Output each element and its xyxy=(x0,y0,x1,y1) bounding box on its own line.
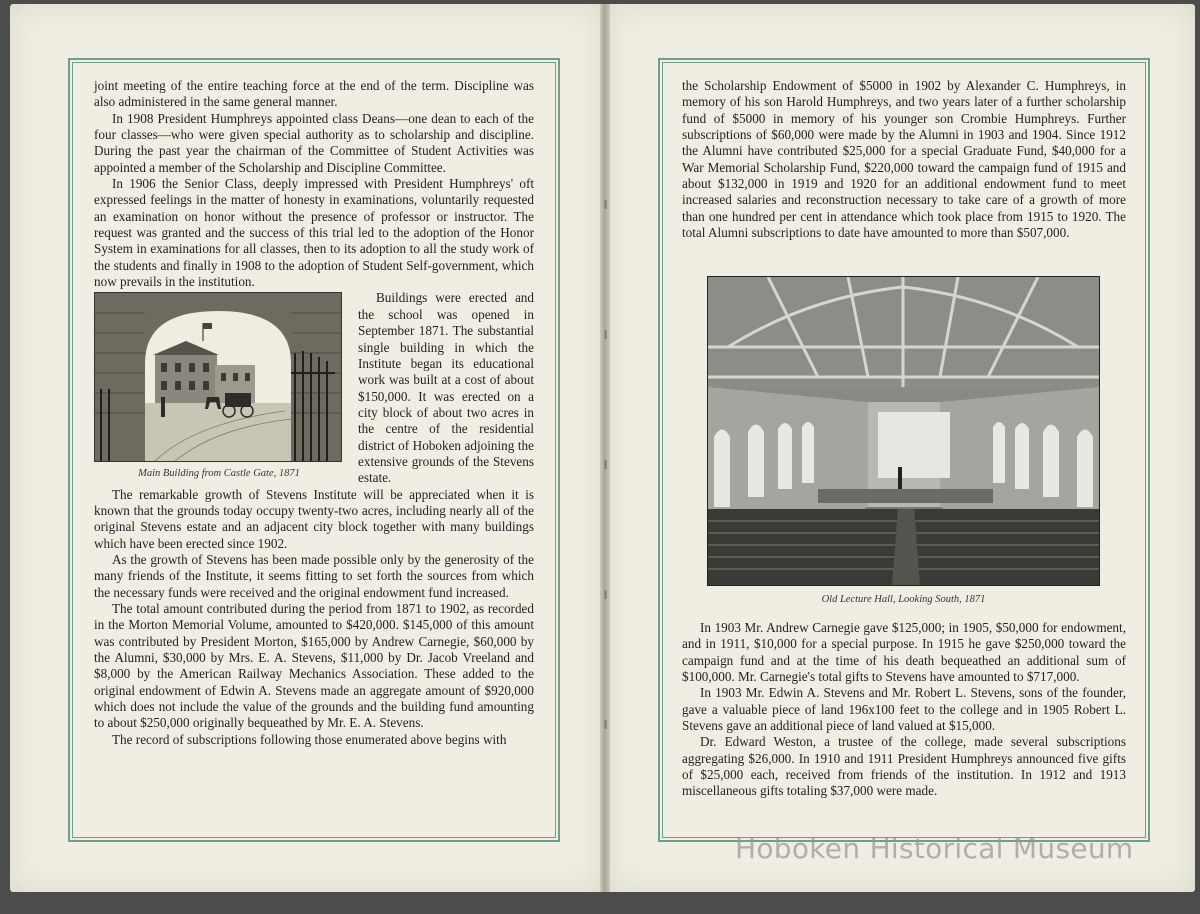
photo-caption: Old Lecture Hall, Looking South, 1871 xyxy=(821,594,986,605)
binding-stitch xyxy=(604,200,607,209)
book-gutter xyxy=(600,4,610,892)
binding-stitch xyxy=(604,720,607,729)
paragraph: In 1906 the Senior Class, deeply impressed with President Humphreys' oft expressed feelings in the matter of honesty in examinations, voluntarily requested an examination on honor without the presence of professor or instructor. The request was granted and the success of this trial led to the adoption of the Honor System in examinations for all classes, then to its adoption to all the study work of the students and finally in 1908 to the adoption of Student Self-government, which now prevails in the institution. xyxy=(94,176,534,290)
paragraph: Dr. Edward Weston, a trustee of the college, made several subscriptions aggregating $26,000. In 1910 and 1911 President Humphreys announced five gifts of $25,000 each, received from friends of the institution. In 1912 and 1913 miscellaneous gifts totaling $37,000 were made. xyxy=(682,734,1126,799)
castle-gate-figure xyxy=(94,292,344,481)
right-page-text-top xyxy=(682,78,1126,241)
left-page-text xyxy=(94,78,534,748)
binding-stitch xyxy=(604,590,607,599)
lecture-hall-figure xyxy=(707,276,1100,605)
lecture-hall-photo xyxy=(707,276,1100,586)
paragraph: joint meeting of the entire teaching force at the end of the term. Discipline was also administered in the same general manner. xyxy=(94,78,534,110)
paragraph: In 1908 President Humphreys appointed class Deans—one dean to each of the four classes—who were given special authority as to scholarship and discipline. During the past year the chairman of the Committee of Student Activities was appointed a member of the Scholarship and Discipline Committee. xyxy=(94,110,534,175)
right-page-text-bottom xyxy=(682,620,1126,800)
figure-caption: Main Building from Castle Gate, 1871 xyxy=(138,468,300,480)
paragraph: The record of subscriptions following those enumerated above begins with xyxy=(112,731,507,747)
paragraph: In 1903 Mr. Andrew Carnegie gave $125,000; in 1905, $50,000 for endowment, and in 1911, $10,000 for a special purpose. In 1915 he gave $250,000 toward the campaign fund and at the time of his death bequeathed an additional sum of $100,000. Mr. Carnegie's total gifts to Stevens have amounted to $717,000. xyxy=(682,620,1126,685)
binding-stitch xyxy=(604,330,607,339)
paragraph: Buildings were erected and the school was opened in September 1871. The substantial single building in which the Institute began its educational work was built at a cost of about $150,000. It was erected on a city block of about two acres in the centre of the residential district of Hoboken adjoining the extensive grounds of the Stevens estate. xyxy=(358,290,534,486)
paragraph: As the growth of Stevens has been made possible only by the generosity of the many friends of the Institute, it seems fitting to set forth the sources from which the necessary funds were received and the original endowment fund increased. xyxy=(94,551,534,600)
castle-gate-engraving xyxy=(94,292,342,462)
paragraph: The remarkable growth of Stevens Institute will be appreciated when it is known that the grounds today occupy twenty-two acres, including nearly all of the original Stevens estate and an adjacent city block together with many buildings which have been erected since 1902. xyxy=(94,486,534,551)
binding-stitch xyxy=(604,460,607,469)
paragraph: In 1903 Mr. Edwin A. Stevens and Mr. Robert L. Stevens, sons of the founder, gave a valuable piece of land 196x100 feet to the college and in 1905 Robert L. Stevens gave an additional piece of land valued at $15,000. xyxy=(682,685,1126,734)
paragraph: the Scholarship Endowment of $5000 in 1902 by Alexander C. Humphreys, in memory of his son Harold Humphreys, and two years later of a further scholarship fund of $5000 in memory of his younger son Crombie Humphreys. Further subscriptions of $60,000 were made by the Alumni in 1903 and 1904. Since 1912 the Alumni have contributed $25,000 for a special Graduate Fund, $40,000 for a War Memorial Scholarship Fund, $220,000 toward the campaign fund of 1915 and about $132,000 in 1919 and 1920 for an additional endowment fund to meet increased salaries and reconstruction necessary to take care of a growth of more than one hundred per cent in attendance which took place from 1915 to 1920. The total Alumni subscriptions to date have amounted to more than $507,000. xyxy=(682,78,1126,241)
paragraph: The total amount contributed during the period from 1871 to 1902, as recorded in the Morton Memorial Volume, amounted to $420,000. $145,000 of this amount was contributed by President Morton, $165,000 by Andrew Carnegie, $60,000 by the Alumni, $30,000 by Mrs. E. A. Stevens, $11,000 by Dr. Jacob Vreeland and $8,000 by the American Railway Mechanics Association. These added to the original endowment of Edwin A. Stevens made an aggregate amount of $920,000 which does not include the value of the grounds and the building fund amounting to about $250,000 originally bequeathed by Mr. E. A. Stevens. xyxy=(94,601,534,731)
museum-watermark: Hoboken Historical Museum xyxy=(735,832,1134,865)
